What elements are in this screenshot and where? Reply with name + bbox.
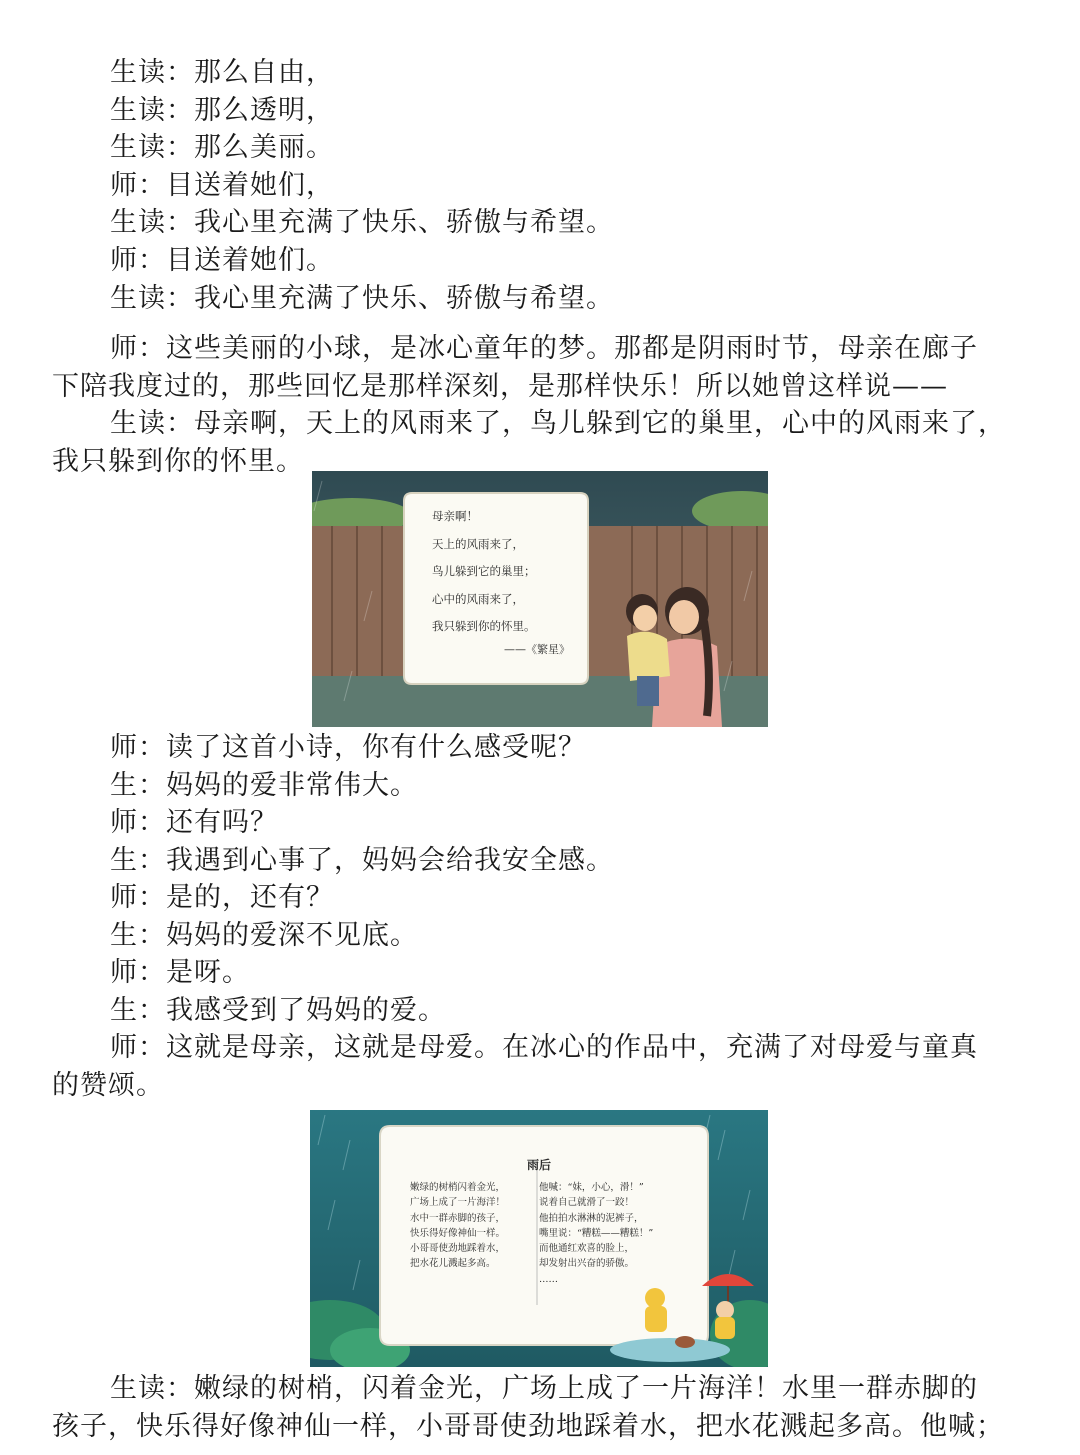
speaker-label: 生： [110, 844, 166, 876]
text-line: 师：这些美丽的小球，是冰心童年的梦。那都是阴雨时节，母亲在廊子 [110, 333, 978, 364]
speaker-label: 生读： [110, 282, 194, 314]
dialogue-text: 是呀。 [166, 957, 250, 988]
dialogue-text: 读了这首小诗，你有什么感受呢？ [166, 732, 586, 763]
dialogue-text: 那么自由， [194, 57, 334, 88]
speaker-label: 师： [110, 245, 166, 276]
dialogue-text: 还有吗？ [166, 807, 278, 838]
dialogue-text: 那么透明， [194, 94, 334, 126]
dialogue-line [110, 167, 1080, 205]
speaker-label: 生读： [110, 132, 194, 164]
speaker-label: 师： [110, 169, 166, 201]
poem-line: 快乐得好像神仙一样。 [410, 1227, 506, 1239]
speaker-label: 师： [110, 957, 166, 988]
poem-line: 水中一群赤脚的孩子， [410, 1212, 506, 1224]
speaker-label: 生： [110, 994, 166, 1026]
speaker-label: 师： [110, 882, 166, 913]
speaker-label: 生读： [110, 57, 194, 88]
poem-right-column [539, 1180, 699, 1287]
poem-title: 雨后 [526, 1158, 551, 1172]
student-paragraph-2 [52, 1370, 1042, 1445]
dialogue-text: 我心里充满了快乐、骄傲与希望。 [194, 282, 614, 314]
dialogue-line [110, 54, 1080, 92]
dialogue-text: 目送着她们。 [166, 245, 334, 276]
poem-illustration-yuhou [310, 1110, 768, 1367]
text-line: 生读：母亲啊，天上的风雨来了，鸟儿躲到它的巢里，心中的风雨来了， [110, 408, 1006, 439]
poem-line: 我只躲到你的怀里。 [432, 619, 536, 633]
dialogue-line [110, 242, 1080, 280]
text-line: 下陪我度过的，那些回忆是那样深刻，是那样快乐！所以她曾这样说—— [52, 370, 948, 402]
poem-line: 说着自己就滑了一跤！ [539, 1197, 635, 1209]
poem-card [432, 503, 582, 657]
dialogue-line [110, 204, 1080, 242]
dialogue-line [110, 729, 1080, 767]
dialogue-line [110, 879, 1080, 917]
dialogue-text: 我遇到心事了，妈妈会给我安全感。 [166, 844, 614, 876]
text-line: 孩子，快乐得好像神仙一样，小哥哥使劲地踩着水，把水花溅起多高。他喊； [52, 1410, 1004, 1442]
dialogue-line [110, 954, 1080, 992]
dialogue-line [110, 842, 1080, 880]
speaker-label: 师： [110, 732, 166, 763]
poem-line: 母亲啊！ [432, 509, 478, 523]
text-line: 师：这就是母亲，这就是母爱。在冰心的作品中，充满了对母爱与童真 [110, 1032, 978, 1063]
poem-line: …… [539, 1273, 558, 1285]
poem-line: 而他通红欢喜的脸上， [539, 1243, 635, 1255]
text-line: 的赞颂。 [52, 1069, 164, 1101]
dialogue-text: 那么美丽。 [194, 132, 334, 164]
poem-line: 却发射出兴奋的骄傲。 [539, 1258, 635, 1270]
dialogue-text: 我心里充满了快乐、骄傲与希望。 [194, 207, 614, 239]
dialogue-line [110, 992, 1080, 1030]
text-line: 生读：嫩绿的树梢，闪着金光，广场上成了一片海洋！水里一群赤脚的 [110, 1373, 978, 1404]
poem-line: 他拍拍水淋淋的泥裤子， [539, 1212, 644, 1224]
dialogue-text: 妈妈的爱深不见底。 [166, 919, 418, 951]
dialogue-line [110, 767, 1080, 805]
speaker-label: 生： [110, 769, 166, 801]
poem-illustration-fanxing [312, 471, 768, 727]
poem-line: 把水花儿溅起多高。 [410, 1258, 496, 1270]
poem-left-column [410, 1180, 540, 1272]
poem-line: 他喊：“妹，小心，滑！” [539, 1182, 644, 1193]
dialogue-text: 目送着她们， [166, 169, 334, 201]
speaker-label: 师： [110, 807, 166, 838]
poem-line: 鸟儿躲到它的巢里； [432, 564, 536, 578]
speaker-label: 生读： [110, 207, 194, 239]
teacher-paragraph-2 [52, 1029, 1042, 1104]
text-line: 我只躲到你的怀里。 [52, 445, 304, 477]
poem-line: 小哥哥使劲地踩着水， [410, 1243, 506, 1255]
poem-line: 嘴里说：“糟糕——糟糕！” [539, 1227, 654, 1239]
dialogue-text: 我感受到了妈妈的爱。 [166, 994, 446, 1026]
speaker-label: 生读： [110, 94, 194, 126]
poem-line: 嫩绿的树梢闪着金光， [410, 1182, 506, 1193]
speaker-label: 生： [110, 919, 166, 951]
teacher-paragraph-1 [52, 330, 1042, 405]
poem-line: 广场上成了一片海洋！ [410, 1197, 506, 1209]
student-paragraph-1 [52, 405, 1042, 480]
poem-line: 天上的风雨来了， [432, 536, 524, 551]
dialogue-line [110, 280, 1080, 318]
dialogue-text: 妈妈的爱非常伟大。 [166, 769, 418, 801]
dialogue-text: 是的，还有？ [166, 882, 334, 913]
dialogue-line [110, 92, 1080, 130]
dialogue-line [110, 917, 1080, 955]
poem-source: ——《繁星》 [504, 642, 570, 656]
poem-line: 心中的风雨来了， [432, 591, 524, 606]
dialogue-line [110, 129, 1080, 167]
dialogue-line [110, 804, 1080, 842]
